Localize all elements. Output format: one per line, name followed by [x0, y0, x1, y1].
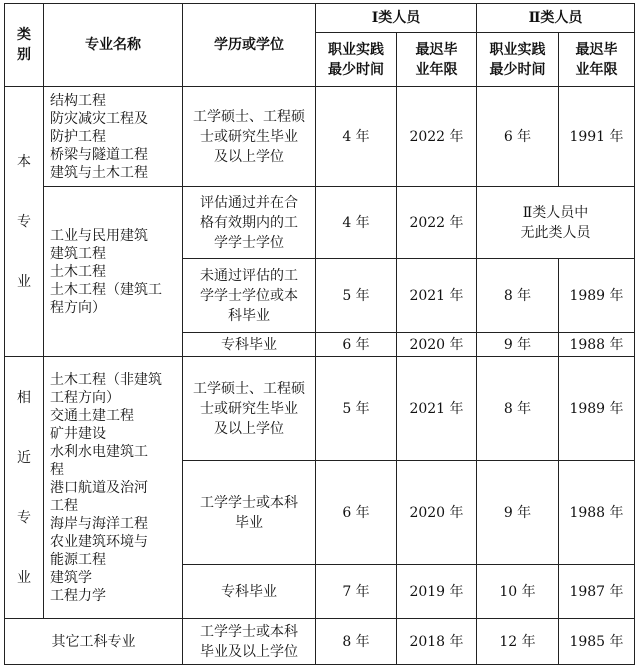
i-time: 7 年 [316, 565, 397, 619]
i-time: 4 年 [316, 87, 397, 187]
ii-time: 10 年 [477, 565, 559, 619]
ii-time: 8 年 [477, 259, 559, 333]
majors-list-b: 工业与民用建筑 建筑工程 土木工程 土木工程（建筑工 程方向） [44, 187, 183, 357]
ii-year: 1989 年 [559, 357, 635, 461]
ii-time: 12 年 [477, 619, 559, 665]
i-time: 8 年 [316, 619, 397, 665]
category-xiangjin: 相 近 专 业 [5, 357, 44, 619]
degree-cell: 评估通过并在合 格有效期内的工 学学士学位 [183, 187, 316, 259]
header-major-name: 专业名称 [44, 4, 183, 87]
i-year: 2021 年 [397, 357, 477, 461]
ii-year: 1991 年 [559, 87, 635, 187]
ii-time: 6 年 [477, 87, 559, 187]
i-time: 6 年 [316, 461, 397, 565]
category-benzhuanye: 本 专 业 [5, 87, 44, 357]
ii-year: 1988 年 [559, 333, 635, 357]
degree-cell: 专科毕业 [183, 565, 316, 619]
header-degree: 学历或学位 [183, 4, 316, 87]
i-year: 2021 年 [397, 259, 477, 333]
degree-cell: 未通过评估的工 学学士学位或本 科毕业 [183, 259, 316, 333]
i-year: 2018 年 [397, 619, 477, 665]
ii-note: Ⅱ类人员中 无此类人员 [477, 187, 635, 259]
ii-year: 1987 年 [559, 565, 635, 619]
header-category: 类 别 [5, 4, 44, 87]
ii-time: 8 年 [477, 357, 559, 461]
i-year: 2022 年 [397, 187, 477, 259]
header-min-practice-2: 职业实践 最少时间 [477, 33, 559, 87]
ii-time: 9 年 [477, 461, 559, 565]
i-time: 5 年 [316, 357, 397, 461]
header-group-1: Ⅰ类人员 [316, 4, 477, 33]
header-group-2: Ⅱ类人员 [477, 4, 635, 33]
i-time: 5 年 [316, 259, 397, 333]
degree-cell: 工学硕士、工程硕 士或研究生毕业 及以上学位 [183, 87, 316, 187]
degree-cell: 工学学士或本科 毕业 [183, 461, 316, 565]
i-year: 2020 年 [397, 333, 477, 357]
qualification-table [4, 3, 635, 665]
majors-list-a: 结构工程 防灾减灾工程及 防护工程 桥梁与隧道工程 建筑与土木工程 [44, 87, 183, 187]
ii-year: 1985 年 [559, 619, 635, 665]
degree-cell: 工学硕士、工程硕 士或研究生毕业 及以上学位 [183, 357, 316, 461]
degree-cell: 工学学士或本科 毕业及以上学位 [183, 619, 316, 665]
header-latest-grad-1: 最迟毕 业年限 [397, 33, 477, 87]
degree-cell: 专科毕业 [183, 333, 316, 357]
i-time: 4 年 [316, 187, 397, 259]
i-year: 2022 年 [397, 87, 477, 187]
ii-year: 1989 年 [559, 259, 635, 333]
header-latest-grad-2: 最迟毕 业年限 [559, 33, 635, 87]
i-year: 2020 年 [397, 461, 477, 565]
ii-time: 9 年 [477, 333, 559, 357]
ii-year: 1988 年 [559, 461, 635, 565]
i-year: 2019 年 [397, 565, 477, 619]
header-min-practice-1: 职业实践 最少时间 [316, 33, 397, 87]
majors-list-c: 土木工程（非建筑 工程方向） 交通土建工程 矿井建设 水利水电建筑工 程 港口航道及治河 工程 海岸与海洋工程 农业建筑环境与 能源工程 建筑学 工程力学 [44, 357, 183, 619]
i-time: 6 年 [316, 333, 397, 357]
category-other: 其它工科专业 [5, 619, 183, 665]
